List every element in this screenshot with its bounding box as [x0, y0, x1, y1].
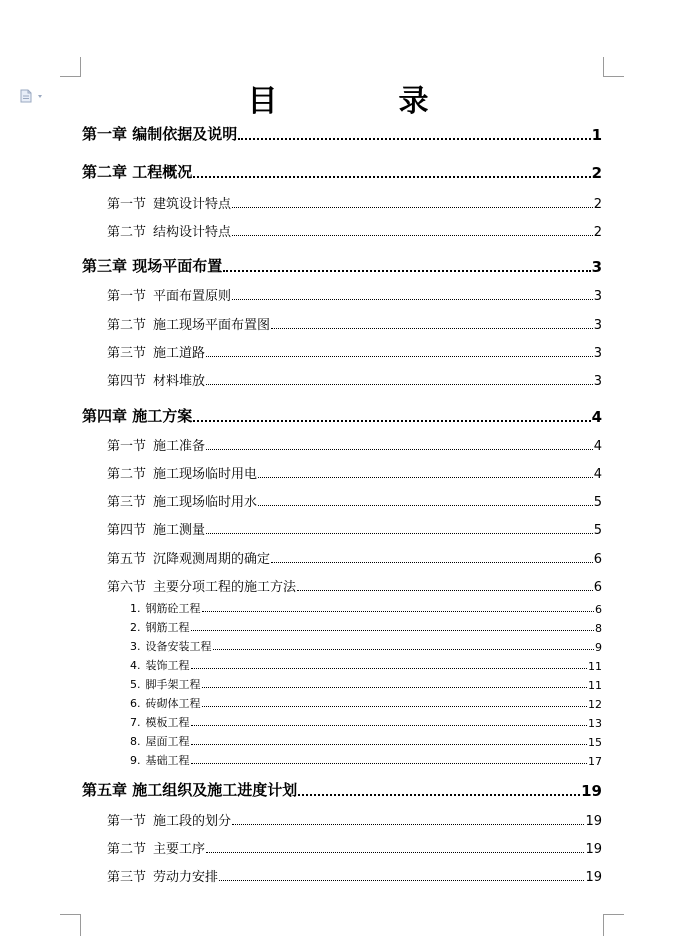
toc-page-number: 19 — [585, 870, 602, 885]
toc-subsection-entry[interactable] — [130, 695, 602, 711]
toc-leader-dots — [191, 744, 588, 745]
toc-entry-text — [107, 435, 205, 454]
toc-section-entry[interactable] — [107, 436, 602, 454]
toc-entry-number: 7. — [130, 716, 141, 729]
toc-leader-dots — [193, 420, 590, 422]
toc-entry-label: 劳动力安排 — [153, 870, 219, 885]
toc-entry-label: 建筑设计特点 — [153, 197, 232, 212]
page-title — [0, 76, 679, 119]
toc-entry-text — [130, 619, 190, 635]
toc-page-number: 5 — [593, 523, 602, 538]
toc-entry-label: 第一章 编制依据及说明 — [82, 125, 238, 143]
toc-entry-number: 6. — [130, 697, 141, 710]
toc-entry-text — [107, 370, 205, 389]
toc-leader-dots — [238, 138, 590, 140]
toc-entry-text — [107, 285, 231, 304]
toc-entry-number: 1. — [130, 602, 141, 615]
toc-page-number: 3 — [591, 258, 602, 276]
toc-entry-text — [107, 548, 270, 567]
toc-page-number: 11 — [588, 679, 602, 692]
toc-entry-text — [107, 866, 218, 885]
toc-entry-number: 第三节 — [107, 346, 147, 361]
toc-entry-number: 第二节 — [107, 467, 147, 482]
toc-entry-label: 模板工程 — [145, 716, 190, 729]
toc-entry-label: 第五章 施工组织及施工进度计划 — [82, 781, 298, 799]
toc-leader-dots — [223, 270, 590, 272]
toc-page-number: 2 — [591, 164, 602, 182]
crop-mark-bottom-right-h — [603, 914, 624, 915]
toc-leader-dots — [202, 687, 588, 688]
toc-page-number: 12 — [588, 698, 602, 711]
toc-entry-label: 砖砌体工程 — [145, 697, 201, 710]
toc-leader-dots — [206, 533, 593, 534]
toc-leader-dots — [232, 299, 593, 300]
toc-entry-text — [107, 519, 205, 538]
toc-page-number: 3 — [593, 289, 602, 304]
toc-section-entry[interactable] — [107, 549, 602, 567]
toc-entry-number: 第六节 — [107, 580, 147, 595]
toc-leader-dots — [271, 328, 593, 329]
toc-entry-text — [130, 695, 201, 711]
toc-leader-dots — [206, 449, 593, 450]
toc-page-number: 4 — [591, 408, 602, 426]
toc-entry-label: 屋面工程 — [145, 735, 190, 748]
toc-page-number: 2 — [593, 197, 602, 212]
toc-leader-dots — [298, 794, 580, 796]
toc-entry-number: 第一节 — [107, 197, 147, 212]
toc-leader-dots — [297, 590, 593, 591]
toc-leader-dots — [191, 763, 588, 764]
toc-page-number: 9 — [595, 641, 602, 654]
toc-page-number: 19 — [581, 782, 602, 800]
toc-leader-dots — [271, 562, 593, 563]
toc-entry-text — [130, 733, 190, 749]
crop-mark-bottom-left-h — [60, 914, 81, 915]
toc-section-entry[interactable] — [107, 867, 602, 885]
toc-page-number: 11 — [588, 660, 602, 673]
toc-section-entry[interactable] — [107, 222, 602, 240]
toc-subsection-entry[interactable] — [130, 600, 602, 616]
toc-entry-number: 第二节 — [107, 842, 147, 857]
toc-page-number: 3 — [593, 374, 602, 389]
crop-mark-bottom-right-v — [603, 914, 604, 936]
toc-entry-label: 钢筋砼工程 — [145, 602, 201, 615]
toc-entry-text — [130, 714, 190, 730]
toc-chapter-entry[interactable] — [82, 404, 602, 426]
toc-entry-text — [107, 491, 257, 510]
toc-entry-number: 第四节 — [107, 374, 147, 389]
title-char-1: 目 — [247, 84, 281, 119]
toc-page-number: 19 — [585, 842, 602, 857]
crop-mark-bottom-left-v — [80, 914, 81, 936]
toc-entry-text — [107, 221, 231, 240]
toc-entry-label: 主要工序 — [153, 842, 206, 857]
toc-entry-label: 施工现场平面布置图 — [153, 318, 271, 333]
toc-leader-dots — [202, 706, 588, 707]
toc-entry-text — [130, 600, 201, 616]
toc-entry-number: 8. — [130, 735, 141, 748]
toc-page-number: 4 — [593, 439, 602, 454]
toc-leader-dots — [206, 852, 584, 853]
toc-entry-number: 第四节 — [107, 523, 147, 538]
toc-page-number: 1 — [591, 126, 602, 144]
toc-section-entry[interactable] — [107, 839, 602, 857]
toc-leader-dots — [232, 207, 593, 208]
toc-subsection-entry[interactable] — [130, 638, 602, 654]
title-char-2: 录 — [398, 84, 432, 119]
toc-entry-label: 平面布置原则 — [153, 289, 232, 304]
toc-leader-dots — [193, 176, 590, 178]
toc-entry-label: 钢筋工程 — [145, 621, 190, 634]
toc-entry-label: 施工现场临时用电 — [153, 467, 258, 482]
toc-leader-dots — [206, 356, 593, 357]
toc-subsection-entry[interactable] — [130, 714, 602, 730]
toc-entry-text — [107, 193, 231, 212]
toc-leader-dots — [258, 477, 593, 478]
toc-subsection-entry[interactable] — [130, 657, 602, 673]
toc-section-entry[interactable] — [107, 315, 602, 333]
toc-entry-text — [130, 676, 201, 692]
toc-entry-number: 3. — [130, 640, 141, 653]
toc-page-number: 19 — [585, 814, 602, 829]
toc-section-entry[interactable] — [107, 520, 602, 538]
toc-entry-label: 结构设计特点 — [153, 225, 232, 240]
toc-entry-label: 脚手架工程 — [145, 678, 201, 691]
toc-entry-number: 第一节 — [107, 439, 147, 454]
toc-chapter-entry[interactable] — [82, 254, 602, 276]
toc-leader-dots — [219, 880, 584, 881]
toc-section-entry[interactable] — [107, 811, 602, 829]
toc-entry-text — [130, 657, 190, 673]
toc-entry-label: 施工测量 — [153, 523, 206, 538]
toc-page-number: 2 — [593, 225, 602, 240]
toc-entry-text — [130, 752, 190, 768]
toc-entry-label: 装饰工程 — [145, 659, 190, 672]
toc-section-entry[interactable] — [107, 286, 602, 304]
toc-page-number: 3 — [593, 346, 602, 361]
toc-entry-text — [107, 838, 205, 857]
toc-entry-number: 第二节 — [107, 318, 147, 333]
toc-section-entry[interactable] — [107, 194, 602, 212]
toc-entry-number: 第一节 — [107, 289, 147, 304]
toc-entry-label: 第三章 现场平面布置 — [82, 257, 223, 275]
toc-leader-dots — [202, 611, 595, 612]
toc-page-number: 17 — [588, 755, 602, 768]
toc-leader-dots — [213, 649, 595, 650]
toc-entry-text — [107, 810, 231, 829]
toc-entry-number: 2. — [130, 621, 141, 634]
toc-subsection-entry[interactable] — [130, 733, 602, 749]
crop-mark-top-right-v — [603, 57, 604, 77]
toc-entry-label: 施工准备 — [153, 439, 206, 454]
toc-page-number: 6 — [593, 552, 602, 567]
toc-entry-text — [82, 255, 222, 276]
toc-entry-text — [82, 123, 237, 144]
toc-entry-number: 第二节 — [107, 225, 147, 240]
toc-leader-dots — [191, 668, 588, 669]
toc-page-number: 5 — [593, 495, 602, 510]
toc-entry-number: 5. — [130, 678, 141, 691]
crop-mark-top-left-v — [80, 57, 81, 77]
toc-entry-number: 第三节 — [107, 495, 147, 510]
toc-entry-number: 第五节 — [107, 552, 147, 567]
toc-page-number: 13 — [588, 717, 602, 730]
toc-chapter-entry[interactable] — [82, 160, 602, 182]
toc-entry-number: 第三节 — [107, 870, 147, 885]
toc-entry-label: 设备安装工程 — [145, 640, 212, 653]
toc-section-entry[interactable] — [107, 343, 602, 361]
toc-entry-label: 施工现场临时用水 — [153, 495, 258, 510]
toc-section-entry[interactable] — [107, 464, 602, 482]
toc-entry-label: 基础工程 — [145, 754, 190, 767]
toc-entry-text — [107, 342, 205, 361]
toc-page-number: 8 — [595, 622, 602, 635]
toc-section-entry[interactable] — [107, 371, 602, 389]
toc-entry-label: 施工段的划分 — [153, 814, 232, 829]
toc-leader-dots — [258, 505, 593, 506]
toc-entry-text — [82, 161, 192, 182]
toc-entry-number: 第一节 — [107, 814, 147, 829]
toc-subsection-entry[interactable] — [130, 619, 602, 635]
toc-subsection-entry[interactable] — [130, 752, 602, 768]
toc-entry-text — [82, 405, 192, 426]
toc-entry-label: 第四章 施工方案 — [82, 407, 193, 425]
toc-section-entry[interactable] — [107, 492, 602, 510]
toc-page-number: 4 — [593, 467, 602, 482]
toc-entry-label: 主要分项工程的施工方法 — [153, 580, 297, 595]
toc-entry-text — [82, 779, 297, 800]
toc-leader-dots — [232, 824, 584, 825]
toc-entry-number: 4. — [130, 659, 141, 672]
toc-entry-number: 9. — [130, 754, 141, 767]
toc-page-number: 3 — [593, 318, 602, 333]
toc-leader-dots — [191, 725, 588, 726]
toc-entry-text — [107, 576, 296, 595]
toc-subsection-entry[interactable] — [130, 676, 602, 692]
toc-leader-dots — [206, 384, 593, 385]
toc-entry-text — [107, 314, 270, 333]
toc-entry-text — [130, 638, 212, 654]
toc-entry-label: 施工道路 — [153, 346, 206, 361]
toc-leader-dots — [232, 235, 593, 236]
toc-entry-label: 第二章 工程概况 — [82, 163, 193, 181]
toc-leader-dots — [191, 630, 595, 631]
toc-page-number: 6 — [593, 580, 602, 595]
toc-page-number: 6 — [595, 603, 602, 616]
toc-page-number: 15 — [588, 736, 602, 749]
toc-chapter-entry[interactable] — [82, 122, 602, 144]
toc-section-entry[interactable] — [107, 577, 602, 595]
toc-chapter-entry[interactable] — [82, 778, 602, 800]
toc-entry-label: 材料堆放 — [153, 374, 206, 389]
toc-entry-label: 沉降观测周期的确定 — [153, 552, 271, 567]
toc-entry-text — [107, 463, 257, 482]
